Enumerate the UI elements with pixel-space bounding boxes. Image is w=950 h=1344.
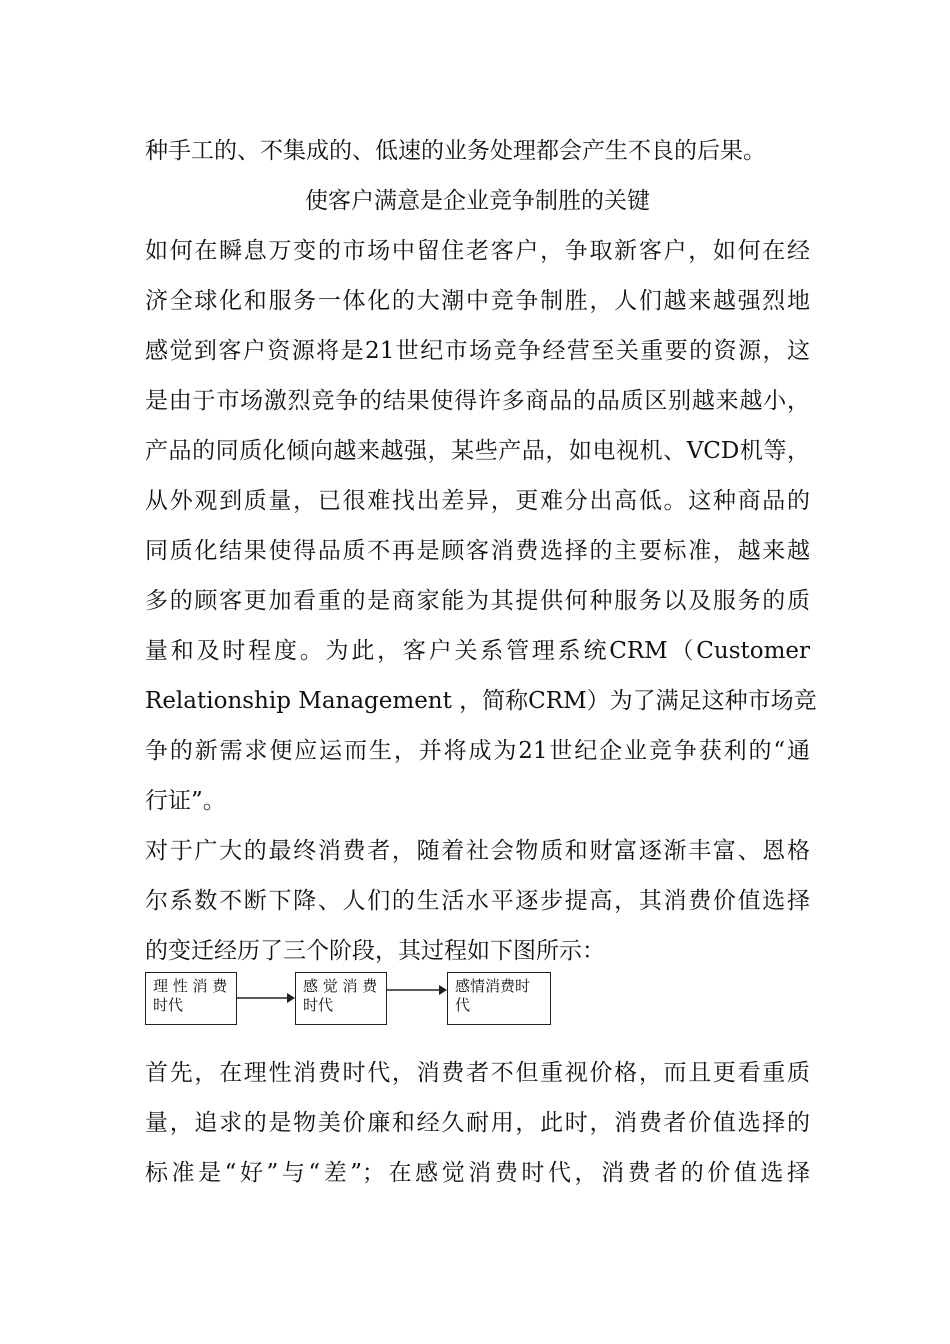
stage-rational-box: [145, 972, 237, 1025]
paragraph-1-line: 同质化结果使得品质不再是顾客消费选择的主要标准，越来越: [145, 538, 810, 564]
stage-emotional-label: 感情消费时: [455, 977, 531, 995]
paragraph-2-line: 的变迁经历了三个阶段，其过程如下图所示：: [145, 938, 605, 964]
stage-rational-label: 理 性 消 费: [153, 977, 228, 995]
paragraph-1-line: 如何在瞬息万变的市场中留住老客户，争取新客户，如何在经: [145, 238, 810, 264]
paragraph-1-line: 感觉到客户资源将是21世纪市场竞争经营至关重要的资源，这: [145, 338, 810, 364]
paragraph-1-line: 争的新需求便应运而生，并将成为21世纪企业竞争获利的“通: [145, 738, 810, 764]
stage-feeling-label: 时代: [303, 996, 334, 1014]
paragraph-2-line: 尔系数不断下降、人们的生活水平逐步提高，其消费价值选择: [145, 888, 810, 914]
paragraph-3-line: 首先，在理性消费时代，消费者不但重视价格，而且更看重质: [145, 1060, 810, 1086]
paragraph-1-line: Relationship Management ，简称CRM）为了满足这种市场竞: [145, 688, 817, 714]
paragraph-1-line: 济全球化和服务一体化的大潮中竞争制胜，人们越来越强烈地: [145, 288, 810, 314]
paragraph-3-line: 标准是“好”与“差”；在感觉消费时代，消费者的价值选择: [145, 1160, 810, 1186]
arrow-right-icon: [237, 990, 295, 1006]
paragraph-3-line: 量，追求的是物美价廉和经久耐用，此时，消费者价值选择的: [145, 1110, 810, 1136]
paragraph-1-line: 从外观到质量，已很难找出差异，更难分出高低。这种商品的: [145, 488, 810, 514]
stage-feeling-label: 感 觉 消 费: [303, 977, 378, 995]
stage-rational-label: 时代: [153, 996, 184, 1014]
paragraph-2-line: 对于广大的最终消费者，随着社会物质和财富逐渐丰富、恩格: [145, 838, 810, 864]
stage-emotional-box: [447, 972, 551, 1025]
paragraph-1-line: 产品的同质化倾向越来越强，某些产品，如电视机、VCD机等，: [145, 438, 810, 464]
stage-emotional-label: 代: [455, 996, 471, 1014]
paragraph-1-line: 是由于市场激烈竞争的结果使得许多商品的品质区别越来越小，: [145, 388, 810, 414]
section-heading: 使客户满意是企业竞争制胜的关键: [305, 188, 650, 214]
paragraph-1-line: 量和及时程度。为此，客户关系管理系统CRM（Customer: [145, 638, 810, 664]
stage-feeling-box: [295, 972, 387, 1025]
paragraph-1-line: 多的顾客更加看重的是商家能为其提供何种服务以及服务的质: [145, 588, 810, 614]
paragraph-intro-tail: 种手工的、不集成的、低速的业务处理都会产生不良的后果。: [145, 138, 766, 164]
paragraph-1-line: 行证”。: [145, 788, 226, 814]
arrow-right-icon: [387, 982, 447, 998]
